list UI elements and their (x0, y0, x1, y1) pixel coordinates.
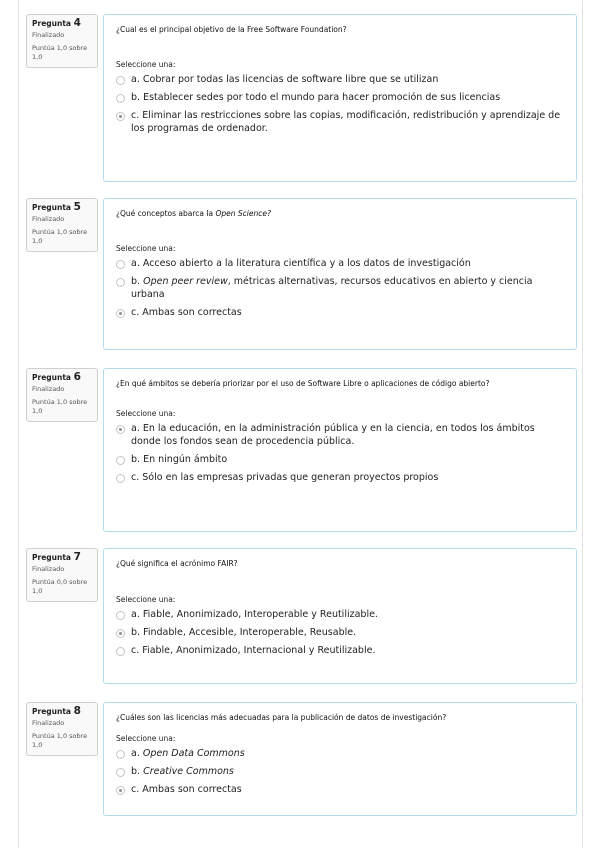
question-4 (26, 14, 578, 182)
question-number: Pregunta 4 (32, 17, 81, 29)
question-grade: Puntúa 1,0 sobre 1,0 (32, 44, 88, 61)
answer-option-b[interactable]: b. Creative Commons (116, 765, 566, 778)
radio-button-selected[interactable] (116, 112, 125, 121)
question-text: ¿En qué ámbitos se debería priorizar por el uso de Software Libre o aplicaciones de código abierto? (116, 379, 490, 388)
answer-option-c[interactable]: c. Ambas son correctas (116, 783, 566, 796)
question-text: ¿Cuáles son las licencias más adecuadas para la publicación de datos de investigación? (116, 713, 447, 722)
page-left-border (18, 0, 19, 848)
answer-option-a[interactable]: a. Cobrar por todas las licencias de software libre que se utilizan (116, 73, 566, 86)
answer-option-b[interactable]: b. En ningún ámbito (116, 453, 566, 466)
question-content (103, 14, 577, 182)
question-number: Pregunta 6 (32, 371, 81, 383)
answer-prompt: Seleccione una: (116, 60, 176, 69)
radio-button[interactable] (116, 278, 125, 287)
question-grade: Puntúa 1,0 sobre 1,0 (32, 228, 88, 245)
question-number: Pregunta 8 (32, 705, 81, 717)
question-state: Finalizado (32, 31, 65, 39)
question-info (26, 368, 98, 422)
radio-button-selected[interactable] (116, 425, 125, 434)
radio-button[interactable] (116, 474, 125, 483)
answer-prompt: Seleccione una: (116, 734, 176, 743)
answer-prompt: Seleccione una: (116, 244, 176, 253)
question-grade: Puntúa 1,0 sobre 1,0 (32, 732, 88, 749)
question-state: Finalizado (32, 565, 65, 573)
answer-option-c[interactable]: c. Ambas son correctas (116, 306, 566, 319)
answer-option-c[interactable]: c. Sólo en las empresas privadas que generan proyectos propios (116, 471, 566, 484)
answer-option-b[interactable]: b. Establecer sedes por todo el mundo para hacer promoción de sus licencias (116, 91, 566, 104)
radio-button-selected[interactable] (116, 786, 125, 795)
radio-button-selected[interactable] (116, 629, 125, 638)
radio-button[interactable] (116, 768, 125, 777)
question-text: ¿Cual es el principal objetivo de la Free Software Foundation? (116, 25, 347, 34)
answer-option-c[interactable]: c. Fiable, Anonimizado, Internacional y Reutilizable. (116, 644, 566, 657)
page-right-border (582, 0, 583, 848)
radio-button[interactable] (116, 647, 125, 656)
question-8 (26, 702, 578, 816)
question-number: Pregunta 5 (32, 201, 81, 213)
answer-option-a[interactable]: a. Acceso abierto a la literatura científica y a los datos de investigación (116, 257, 566, 270)
question-content (103, 368, 577, 532)
question-info (26, 198, 98, 252)
answer-prompt: Seleccione una: (116, 595, 176, 604)
question-content (103, 198, 577, 350)
question-content (103, 702, 577, 816)
question-state: Finalizado (32, 385, 65, 393)
question-info (26, 14, 98, 68)
answer-option-a[interactable]: a. En la educación, en la administración pública y en la ciencia, en todos los ámbitos donde los fondos sean de procedencia pública. (116, 422, 566, 448)
answer-option-a[interactable]: a. Fiable, Anonimizado, Interoperable y Reutilizable. (116, 608, 566, 621)
radio-button[interactable] (116, 750, 125, 759)
question-state: Finalizado (32, 719, 65, 727)
radio-button[interactable] (116, 456, 125, 465)
question-7 (26, 548, 578, 684)
question-grade: Puntúa 1,0 sobre 1,0 (32, 398, 88, 415)
radio-button[interactable] (116, 94, 125, 103)
radio-button-selected[interactable] (116, 309, 125, 318)
radio-button[interactable] (116, 611, 125, 620)
question-5 (26, 198, 578, 350)
answer-prompt: Seleccione una: (116, 409, 176, 418)
radio-button[interactable] (116, 260, 125, 269)
answer-option-b[interactable]: b. Open peer review, métricas alternativas, recursos educativos en abierto y ciencia urbana (116, 275, 566, 301)
question-content (103, 548, 577, 684)
answer-option-c[interactable]: c. Eliminar las restricciones sobre las copias, modificación, redistribución y aprendizaje de los programas de ordenador. (116, 109, 566, 135)
question-state: Finalizado (32, 215, 65, 223)
answer-option-b[interactable]: b. Findable, Accesible, Interoperable, Reusable. (116, 626, 566, 639)
question-text: ¿Qué significa el acrónimo FAIR? (116, 559, 238, 568)
question-info (26, 548, 98, 602)
question-text: ¿Qué conceptos abarca la Open Science? (116, 209, 271, 218)
question-number: Pregunta 7 (32, 551, 81, 563)
question-info (26, 702, 98, 756)
question-6 (26, 368, 578, 532)
question-grade: Puntúa 0,0 sobre 1,0 (32, 578, 88, 595)
radio-button[interactable] (116, 76, 125, 85)
answer-option-a[interactable]: a. Open Data Commons (116, 747, 566, 760)
